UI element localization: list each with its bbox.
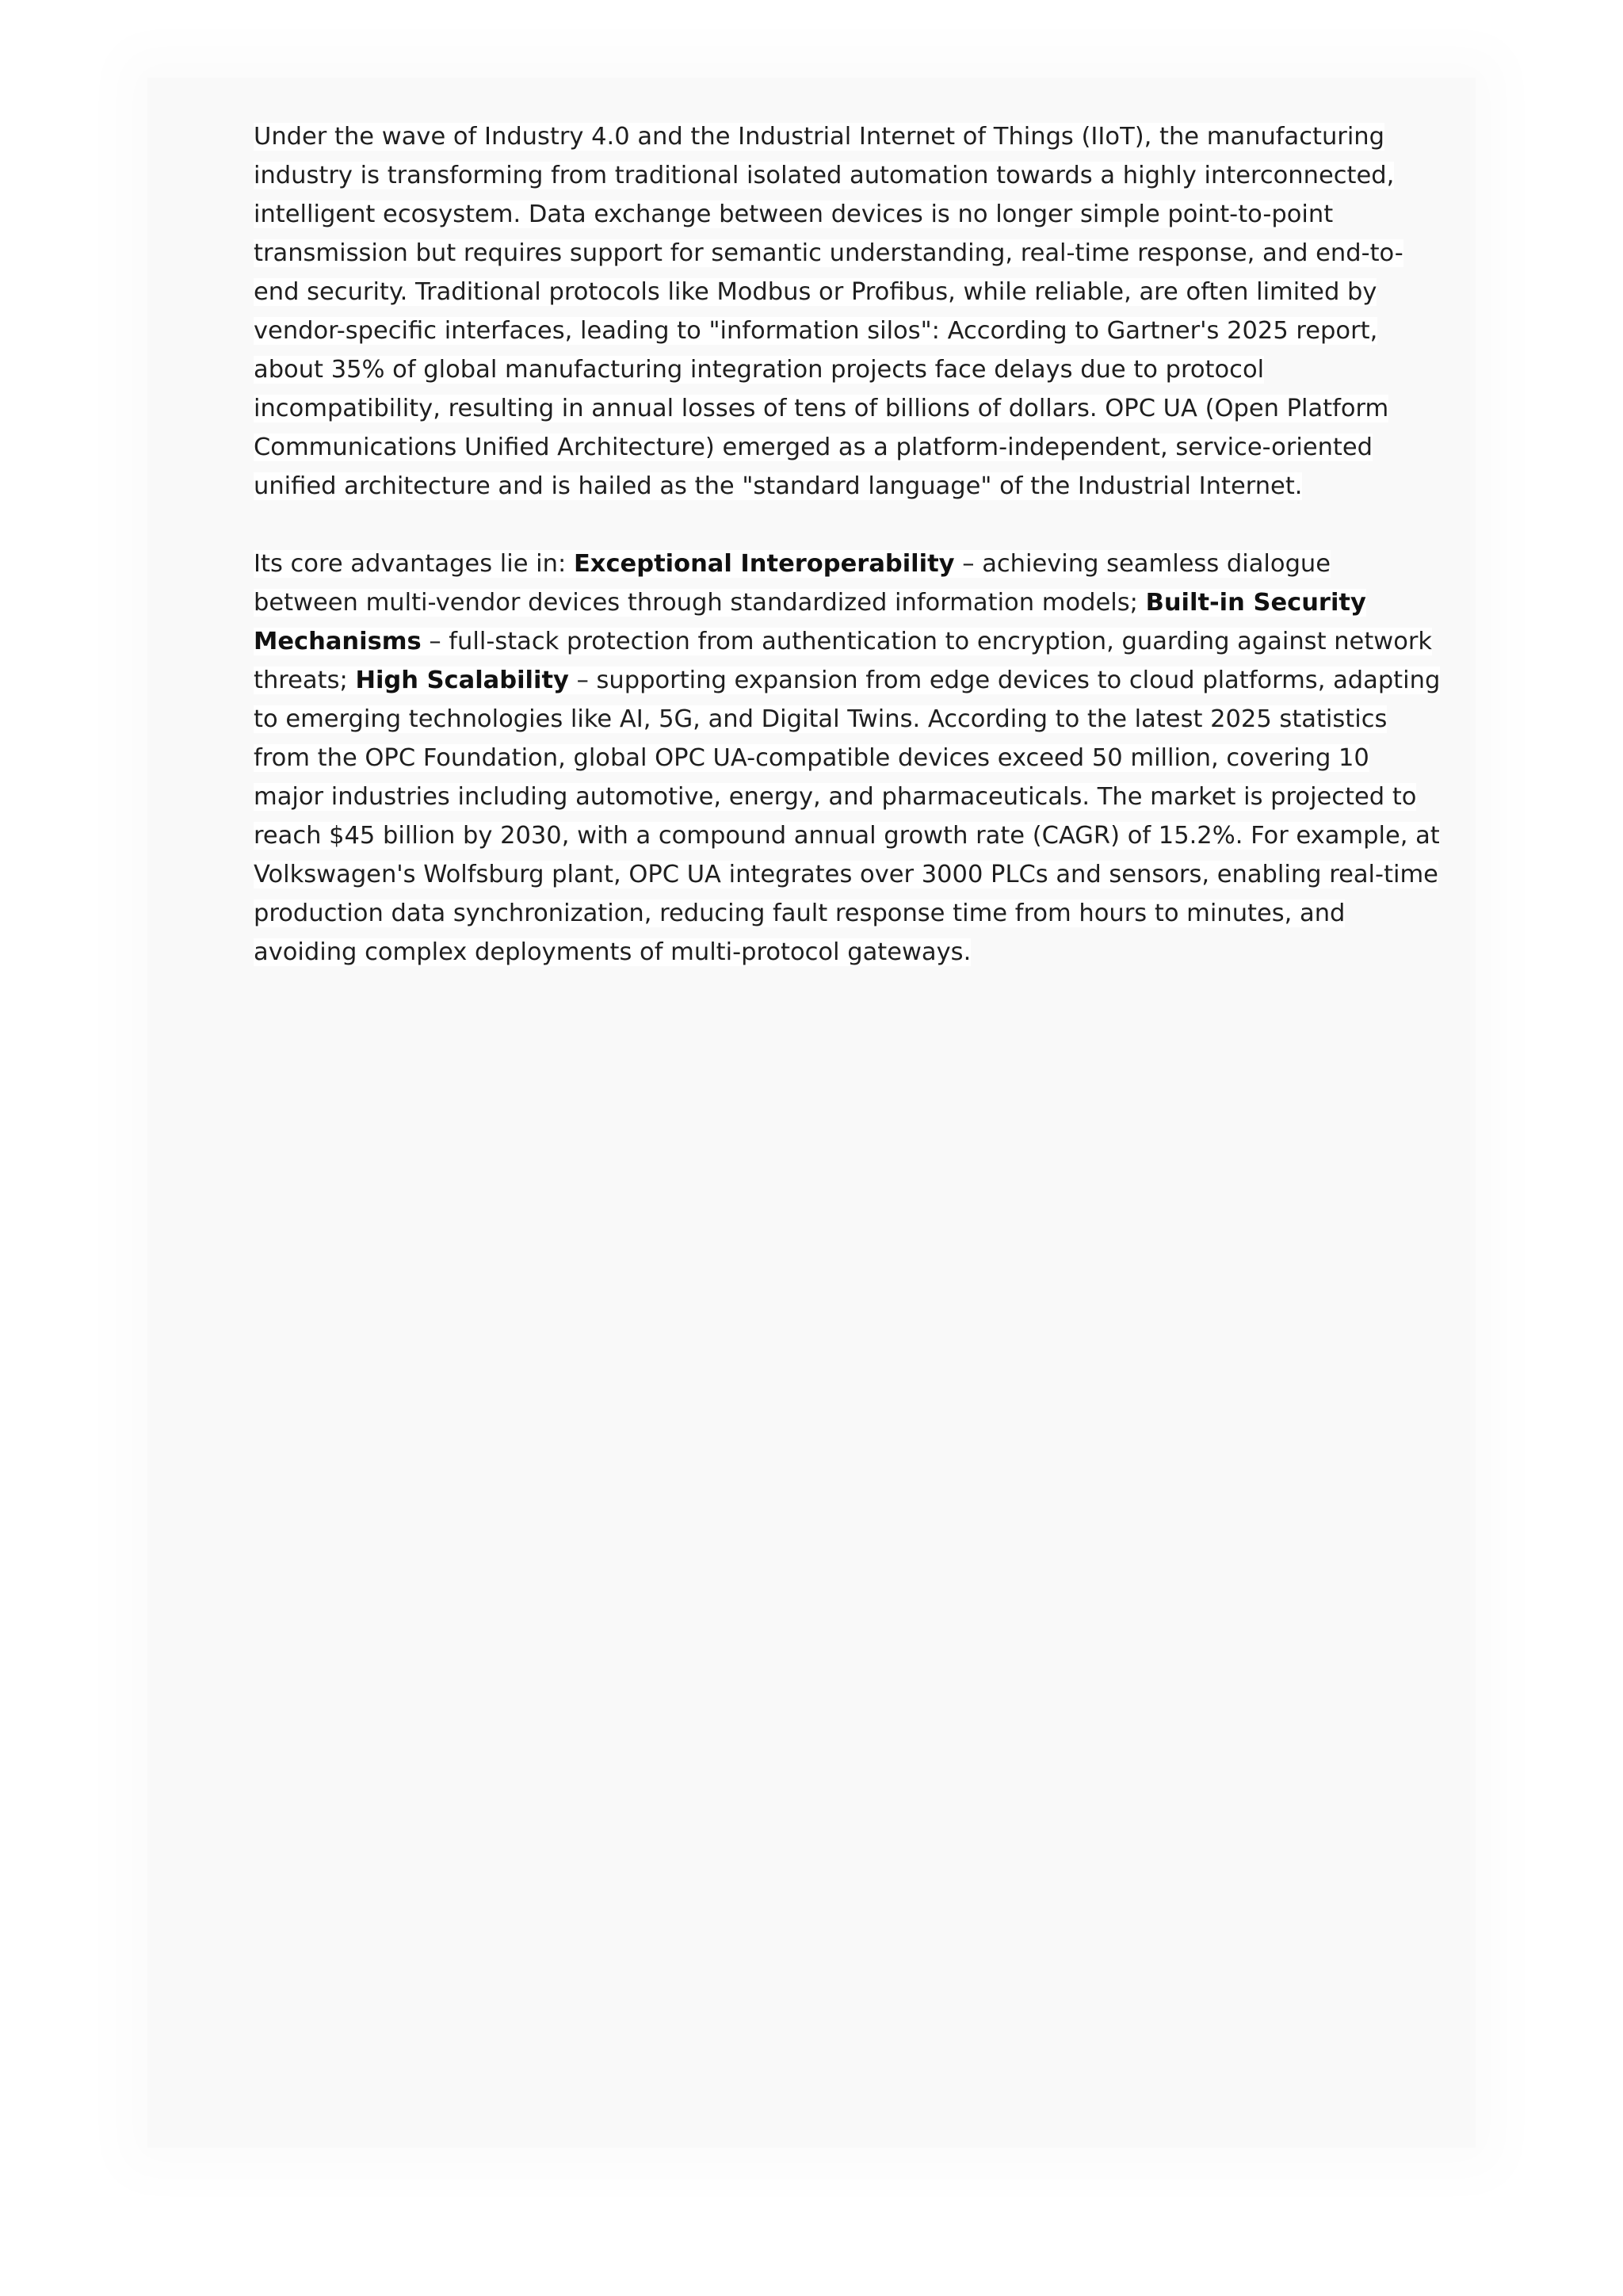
paragraph-core-advantages xyxy=(254,544,1442,972)
paragraph-1-text: Under the wave of Industry 4.0 and the Industrial Internet of Things (IIoT), the manufacturing industry is transforming from traditional isolated automation towards a highly interconnected, intelligent ecosystem. Data exchange between devices is no longer simple point-to-point transmission but requires support for semantic understanding, real-time response, and end-to-end security. Traditional protocols like Modbus or Profibus, while reliable, are often limited by vendor-specific interfaces, leading to "information silos": According to Gartner's 2025 report, about 35% of global manufacturing integration projects face delays due to protocol incompatibility, resulting in annual losses of tens of billions of dollars. OPC UA (Open Platform Communications Unified Architecture) emerged as a platform-independent, service-oriented unified architecture and is hailed as the "standard language" of the Industrial Internet. xyxy=(254,123,1403,500)
paragraph-industry-context xyxy=(254,117,1442,506)
advantage-interoperability-title: Exceptional Interoperability xyxy=(573,550,955,578)
document-body xyxy=(254,117,1442,972)
advantage-scalability-title: High Scalability xyxy=(355,667,569,694)
advantage-security-title: Built-in Security Mechanisms xyxy=(254,589,1366,655)
document-page xyxy=(147,78,1476,2148)
paragraph-2-intro: Its core advantages lie in: xyxy=(254,550,574,578)
advantage-scalability-text: – supporting expansion from edge devices to cloud platforms, adapting to emerging technologies like AI, 5G, and Digital Twins. According to the latest 2025 statistics from the OPC Foundation, global OPC UA-compatible devices exceed 50 million, covering 10 major industries including automotive, energy, and pharmaceuticals. The market is projected to reach $45 billion by 2030, with a compound annual growth rate (CAGR) of 15.2%. For example, at Volkswagen's Wolfsburg plant, OPC UA integrates over 3000 PLCs and sensors, enabling real-time production data synchronization, reducing fault response time from hours to minutes, and avoiding complex deployments of multi-protocol gateways. xyxy=(254,667,1441,966)
advantage-security-text: – full-stack protection from authentication to encryption, guarding against network threats; xyxy=(254,628,1433,694)
advantage-interoperability-text: – achieving seamless dialogue between multi-vendor devices through standardized information models; xyxy=(254,550,1331,617)
